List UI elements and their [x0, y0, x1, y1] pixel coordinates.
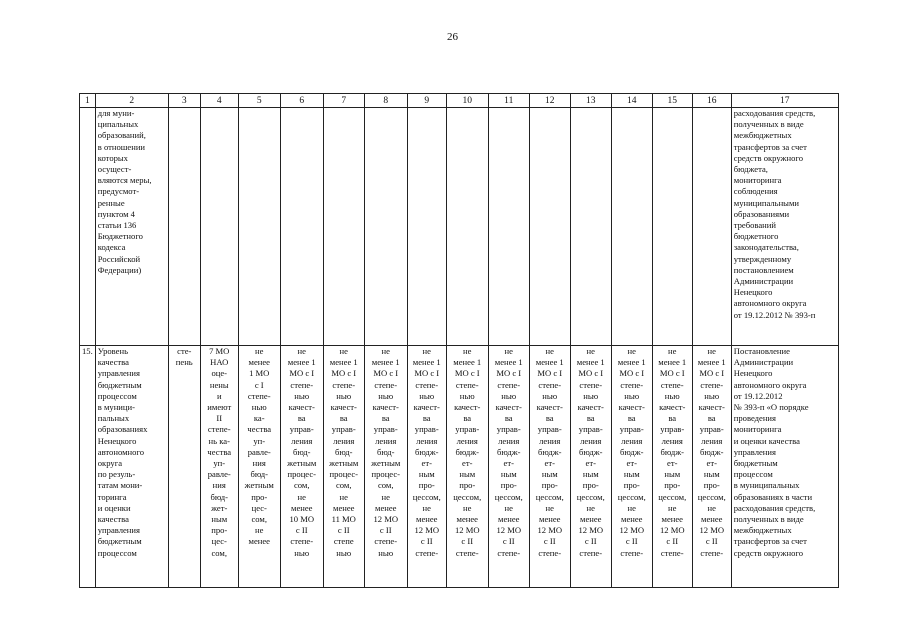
- column-number-cell: 12: [529, 94, 570, 108]
- column-number-cell: 13: [570, 94, 611, 108]
- column-number-cell: 16: [692, 94, 731, 108]
- table-cell: не менее 1 МО с I степе- нью ка- чества уп- равле- ния бюд- жетным про- цес- сом, не менее: [238, 346, 280, 588]
- column-number-cell: 7: [323, 94, 364, 108]
- table-cell: [238, 108, 280, 346]
- table-cell: не менее 1 МО с I степе- нью качест- ва управ- ления бюдж- ет- ным про- цессом, не менее 12 МО с II степе-: [529, 346, 570, 588]
- column-number-cell: 17: [731, 94, 838, 108]
- column-number-cell: 10: [446, 94, 488, 108]
- table-cell: [200, 108, 238, 346]
- column-number-cell: 9: [407, 94, 446, 108]
- column-number-cell: 4: [200, 94, 238, 108]
- table-cell: не менее 1 МО с I степе- нью качест- ва управ- ления бюдж- ет- ным про- цессом, не менее 12 МО с II степе-: [570, 346, 611, 588]
- table-cell: [529, 108, 570, 346]
- indicator-table: [79, 93, 839, 588]
- table-cell: не менее 1 МО с I степе- нью качест- ва управ- ления бюдж- ет- ным про- цессом, не менее 12 МО с II степе-: [652, 346, 692, 588]
- table-row: [80, 108, 839, 346]
- table-cell: для муни- ципальных образований, в отношении которых осущест- вляются меры, предусмот- ренные пунктом 4 статьи 136 Бюджетного кодекса Российской Федерации): [95, 108, 168, 346]
- table-cell: [652, 108, 692, 346]
- table-cell: не менее 1 МО с I степе- нью качест- ва управ- ления бюдж- ет- ным про- цессом, не менее 12 МО с II степе-: [407, 346, 446, 588]
- table-cell: расходования средств, полученных в виде межбюджетных трансфертов за счет средств окружного бюджета, мониторинга соблюдения муниципальными образованиями требований бюджетного законодательства, утвержденному постановлением Администрации Ненецкого автономного округа от 19.12.2012 № 393-п: [731, 108, 838, 346]
- table-cell: [692, 108, 731, 346]
- table-cell: не менее 1 МО с I степе- нью качест- ва управ- ления бюд- жетным процес- сом, не менее 10 МО с II степе- нью: [280, 346, 323, 588]
- table-cell: не менее 1 МО с I степе- нью качест- ва управ- ления бюдж- ет- ным про- цессом, не менее 12 МО с II степе-: [692, 346, 731, 588]
- page-number: 26: [447, 31, 458, 43]
- table-cell: не менее 1 МО с I степе- нью качест- ва управ- ления бюдж- ет- ным про- цессом, не менее 12 МО с II степе-: [488, 346, 529, 588]
- column-number-cell: 5: [238, 94, 280, 108]
- column-number-cell: 11: [488, 94, 529, 108]
- table-cell: Постановление Администрации Ненецкого автономного округа от 19.12.2012 № 393-п «О порядке проведения мониторинга и оценки качества управления бюджетным процессом в муниципальных образованиях в части расходования средств, полученных в виде межбюджетных трансфертов за счет средств окружного: [731, 346, 838, 588]
- table-cell: сте- пень: [168, 346, 200, 588]
- column-number-cell: 6: [280, 94, 323, 108]
- table-cell: Уровень качества управления бюджетным процессом в муници- пальных образованиях Ненецкого автономного округа по резуль- татам мони- торинга и оценки качества управления бюджетным процессом: [95, 346, 168, 588]
- table-cell: [570, 108, 611, 346]
- table-cell: [364, 108, 407, 346]
- table-cell: [446, 108, 488, 346]
- column-number-cell: 1: [80, 94, 96, 108]
- column-number-cell: 3: [168, 94, 200, 108]
- column-number-cell: 8: [364, 94, 407, 108]
- table-cell: не менее 1 МО с I степе- нью качест- ва управ- ления бюдж- ет- ным про- цессом, не менее 12 МО с II степе-: [446, 346, 488, 588]
- column-number-cell: 14: [611, 94, 652, 108]
- table-cell: не менее 1 МО с I степе- нью качест- ва управ- ления бюдж- ет- ным про- цессом, не менее 12 МО с II степе-: [611, 346, 652, 588]
- column-number-cell: 2: [95, 94, 168, 108]
- column-number-row: [80, 94, 839, 108]
- table-cell: [611, 108, 652, 346]
- table-cell: [323, 108, 364, 346]
- table-cell: [407, 108, 446, 346]
- table-cell: [80, 108, 96, 346]
- column-number-cell: 15: [652, 94, 692, 108]
- table-cell: 7 МО НАО оце- нены и имеют II степе- нь ка- чества уп- равле- ния бюд- жет- ным про- цес- сом,: [200, 346, 238, 588]
- table-cell: не менее 1 МО с I степе- нью качест- ва управ- ления бюд- жетным процес- сом, не менее 11 МО с II степе нью: [323, 346, 364, 588]
- table-cell: [168, 108, 200, 346]
- table-row: [80, 346, 839, 588]
- table-cell: [280, 108, 323, 346]
- table-cell: не менее 1 МО с I степе- нью качест- ва управ- ления бюд- жетным процес- сом, не менее 12 МО с II степе- нью: [364, 346, 407, 588]
- table-cell: 15.: [80, 346, 96, 588]
- table-cell: [488, 108, 529, 346]
